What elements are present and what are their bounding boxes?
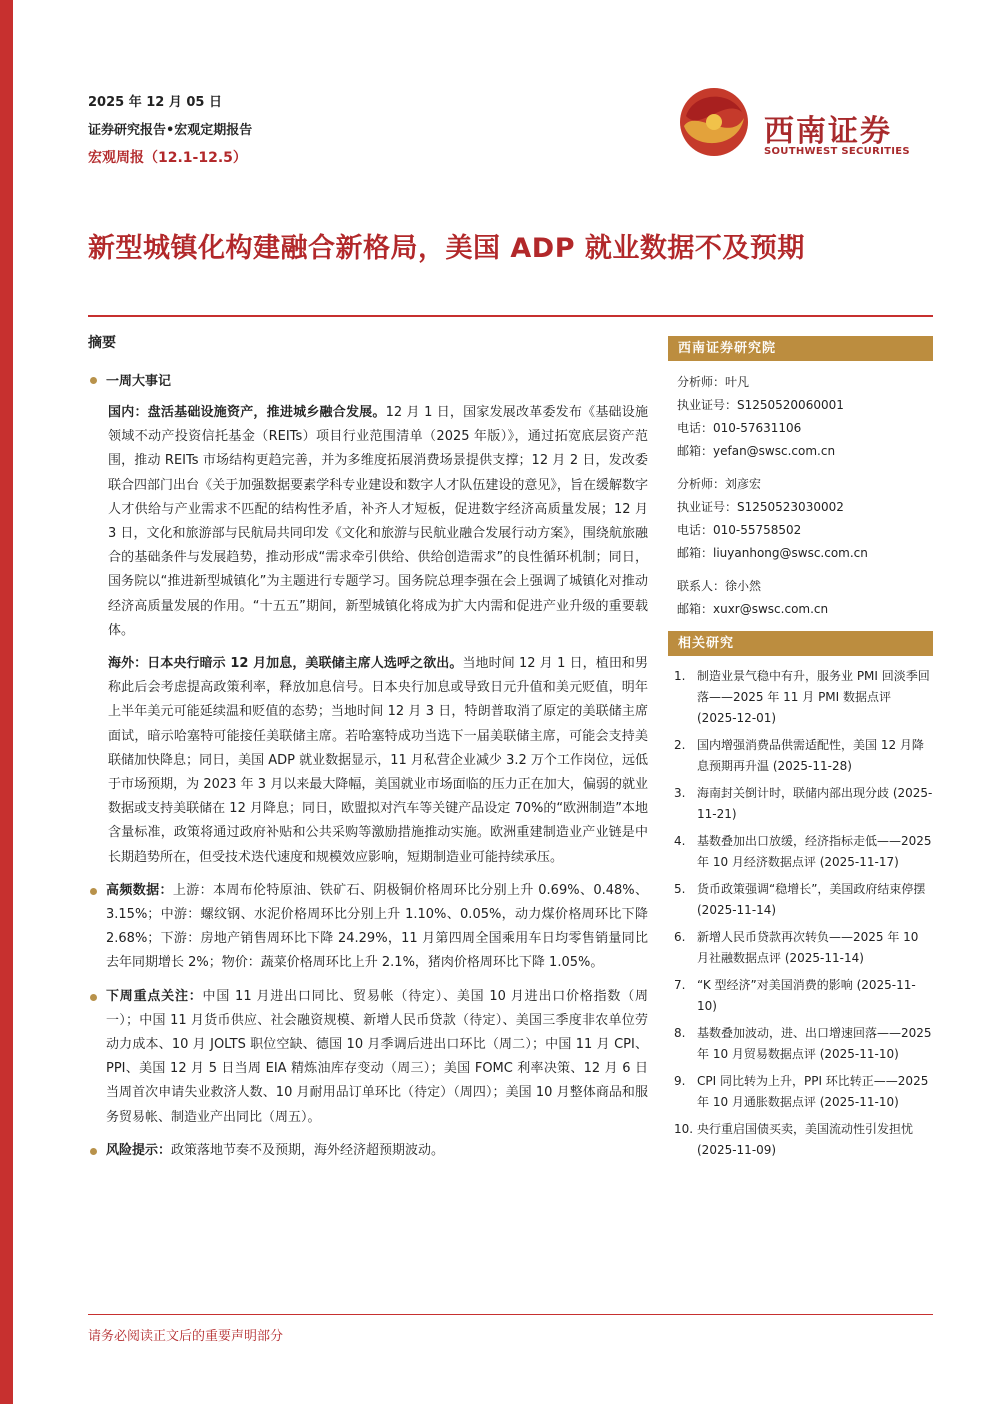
related-title: CPI 同比转为上升，PPI 环比转正——2025 年 10 月通胀数据点评 (2025-11-10) xyxy=(697,1074,929,1109)
risk-lead: 风险提示： xyxy=(106,1142,172,1158)
domestic-lead: 国内：盘活基础设施资产，推进城乡融合发展。 xyxy=(108,405,386,420)
related-title: 海南封关倒计时，联储内部出现分歧 (2025-11-21) xyxy=(697,786,933,821)
related-item[interactable] xyxy=(668,1119,933,1161)
high-frequency-body: 上游：本周布伦特原油、铁矿石、阴极铜价格周环比分别上升 0.69%、0.48%、3.15%；中游：螺纹钢、水泥价格周环比分别上升 1.10%、0.05%，动力煤价格周环比下降 2.68%；下游：房地产销售周环比下降 24.29%，11 月第四周全国乘用车日均零售销量同比去年同期增长 2%；物价：蔬菜价格周环比上升 2.1%，猪肉价格周环比下降 1.05%。 xyxy=(106,882,648,971)
report-title: 新型城镇化构建融合新格局，美国 ADP 就业数据不及预期 xyxy=(88,233,805,264)
left-edge-bar xyxy=(0,0,13,1404)
related-item[interactable] xyxy=(668,1071,933,1113)
next-week-paragraph xyxy=(106,985,648,1130)
related-number: 1. xyxy=(674,669,686,683)
related-number: 4. xyxy=(674,834,686,848)
overseas-lead: 海外：日本央行暗示 12 月加息，美联储主席人选呼之欲出。 xyxy=(108,656,463,672)
analyst-email: 邮箱：liuyanhong@swsc.com.cn xyxy=(677,546,868,560)
related-item[interactable] xyxy=(668,831,933,873)
related-item[interactable] xyxy=(668,1023,933,1065)
next-week-lead: 下周重点关注： xyxy=(106,988,203,1004)
related-number: 2. xyxy=(674,738,686,752)
high-frequency-paragraph xyxy=(106,879,648,976)
high-frequency-lead: 高频数据： xyxy=(106,882,173,898)
analyst-phone: 电话：010-57631106 xyxy=(677,421,802,435)
report-type: 证券研究报告•宏观定期报告 xyxy=(88,123,253,138)
related-title: “K 型经济”对美国消费的影响 (2025-11-10) xyxy=(697,978,916,1013)
high-frequency-block xyxy=(88,879,648,976)
next-week-block xyxy=(88,985,648,1130)
risk-body: 政策落地节奏不及预期，海外经济超预期波动。 xyxy=(171,1142,445,1158)
related-title: 基数叠加波动，进、出口增速回落——2025 年 10 月贸易数据点评 (2025-11-10) xyxy=(697,1026,932,1061)
analyst-card xyxy=(677,371,933,463)
bullet-icon xyxy=(90,888,97,895)
institute-heading: 西南证券研究院 xyxy=(668,336,933,361)
related-number: 9. xyxy=(674,1074,686,1088)
related-title: 国内增强消费品供需适配性，美国 12 月降息预期再升温 (2025-11-28) xyxy=(697,738,924,773)
related-item[interactable] xyxy=(668,783,933,825)
sidebar xyxy=(668,336,933,1167)
related-title: 基数叠加出口放缓，经济指标走低——2025 年 10 月经济数据点评 (2025-11-17) xyxy=(697,834,932,869)
contact-name: 联系人：徐小然 xyxy=(677,579,762,593)
bullet-icon xyxy=(90,994,97,1001)
abstract-section xyxy=(88,332,648,1172)
analyst-list xyxy=(668,371,933,621)
week-heading-row xyxy=(88,370,648,401)
company-logo xyxy=(678,86,928,166)
related-item[interactable] xyxy=(668,735,933,777)
domestic-paragraph xyxy=(108,401,648,643)
footer-disclaimer: 请务必阅读正文后的重要声明部分 xyxy=(88,1329,284,1344)
risk-paragraph xyxy=(106,1139,648,1163)
related-number: 7. xyxy=(674,978,686,992)
analyst-name: 分析师：刘彦宏 xyxy=(677,477,762,491)
related-title: 货币政策强调“稳增长”，美国政府结束停摆 (2025-11-14) xyxy=(697,882,926,917)
related-number: 5. xyxy=(674,882,686,896)
related-research-list xyxy=(668,666,933,1161)
contact-card xyxy=(677,575,933,621)
related-item[interactable] xyxy=(668,666,933,729)
domestic-body: 12 月 1 日，国家发展改革委发布《基础设施领域不动产投资信托基金（REITs）项目行业范围清单（2025 年版）》，通过拓宽底层资产范围，推动 REITs 市场结构更趋完善，并为多维度拓展消费场景提供支撑；12 月 2 日，发改委联合四部门出台《关于加强数据要素学科专业建设和数字人才队伍建设的意见》，旨在缓解数字人才供给与产业需求不匹配的结构性矛盾，补齐人才短板，促进数字经济高质量发展；12 月 3 日，文化和旅游部与民航局共同印发《文化和旅游与民航业融合发展行动方案》，围绕航旅融合的基础条件与发展趋势，推动形成“需求牵引供给、供给创造需求”的良性循环机制；同日，国务院以“推进新型城镇化”为主题进行专题学习。国务院总理李强在会上强调了城镇化对推动经济高质量发展的作用。“十五五”期间，新型城镇化将成为扩大内需和促进产业升级的重要载体。 xyxy=(108,405,648,638)
related-item[interactable] xyxy=(668,975,933,1017)
week-heading: 一周大事记 xyxy=(106,374,172,389)
related-title: 新增人民币贷款再次转负——2025 年 10 月社融数据点评 (2025-11-14) xyxy=(697,930,919,965)
related-title: 央行重启国债买卖，美国流动性引发担忧 (2025-11-09) xyxy=(697,1122,914,1157)
report-date: 2025 年 12 月 05 日 xyxy=(88,95,222,110)
related-title: 制造业景气稳中有升，服务业 PMI 回淡季回落——2025 年 11 月 PMI 数据点评 (2025-12-01) xyxy=(697,669,930,725)
overseas-paragraph xyxy=(108,652,648,870)
analyst-license: 执业证号：S1250523030002 xyxy=(677,500,844,514)
logo-emblem-icon xyxy=(678,86,750,158)
bullet-icon xyxy=(90,1148,97,1155)
next-week-body: 中国 11 月进出口同比、贸易帐（待定）、美国 10 月进出口价格指数（周一）；中国 11 月货币供应、社会融资规模、新增人民币贷款（待定）、美国三季度非农单位劳动力成本、10 月 JOLTS 职位空缺、德国 10 月季调后进出口环比（周二）；中国 11 月 CPI、PPI、美国 12 月 5 日当周 EIA 精炼油库存变动（周三）；美国 FOMC 利率决策、12 月 6 日当周首次申请失业救济人数、10 月耐用品订单环比（待定）（周四）；美国 10 月整体商品和服务贸易帐、制造业产出同比（周五）。 xyxy=(106,988,648,1125)
contact-email: 邮箱：xuxr@swsc.com.cn xyxy=(677,602,829,616)
bullet-icon xyxy=(90,377,97,384)
related-item[interactable] xyxy=(668,927,933,969)
report-series: 宏观周报（12.1-12.5） xyxy=(88,150,247,166)
footer-divider xyxy=(88,1314,933,1315)
related-number: 10. xyxy=(674,1122,694,1136)
related-number: 8. xyxy=(674,1026,686,1040)
analyst-email: 邮箱：yefan@swsc.com.cn xyxy=(677,444,836,458)
logo-name-cn: 西南证券 xyxy=(764,114,892,149)
related-number: 3. xyxy=(674,786,686,800)
analyst-license: 执业证号：S1250520060001 xyxy=(677,398,844,412)
abstract-heading: 摘要 xyxy=(88,335,116,351)
overseas-body: 当地时间 12 月 1 日，植田和男称此后会考虑提高政策利率，释放加息信号。日本央行加息或导致日元升值和美元贬值，明年上半年美元可能延续温和贬值的态势；当地时间 12 月 3 日，特朗普取消了原定的美联储主席面试，暗示哈塞特可能接任美联储主席。若哈塞特成功当选下一届美联储主席，可能会支持美联储加快降息；同日，美国 ADP 就业数据显示，11 月私营企业减少 3.2 万个工作岗位，远低于市场预期，为 2023 年 3 月以来最大降幅，美国就业市场面临的压力正在加大，偏弱的就业数据或支持美联储在 12 月降息；同日，欧盟拟对汽车等关键产品设定 70%的“欧洲制造”本地含量标准，政策将通过政府补贴和公共采购等激励措施推动实施。欧洲重建制造业产业链是中长期趋势所在，但受技术迭代速度和规模效应影响，短期制造业可能持续承压。 xyxy=(108,656,648,865)
analyst-phone: 电话：010-55758502 xyxy=(677,523,802,537)
title-divider xyxy=(88,315,933,317)
analyst-card xyxy=(677,473,933,565)
risk-block xyxy=(88,1139,648,1163)
analyst-name: 分析师：叶凡 xyxy=(677,375,750,389)
related-item[interactable] xyxy=(668,879,933,921)
related-heading: 相关研究 xyxy=(668,631,933,656)
logo-name-en: SOUTHWEST SECURITIES xyxy=(764,146,910,157)
related-number: 6. xyxy=(674,930,686,944)
